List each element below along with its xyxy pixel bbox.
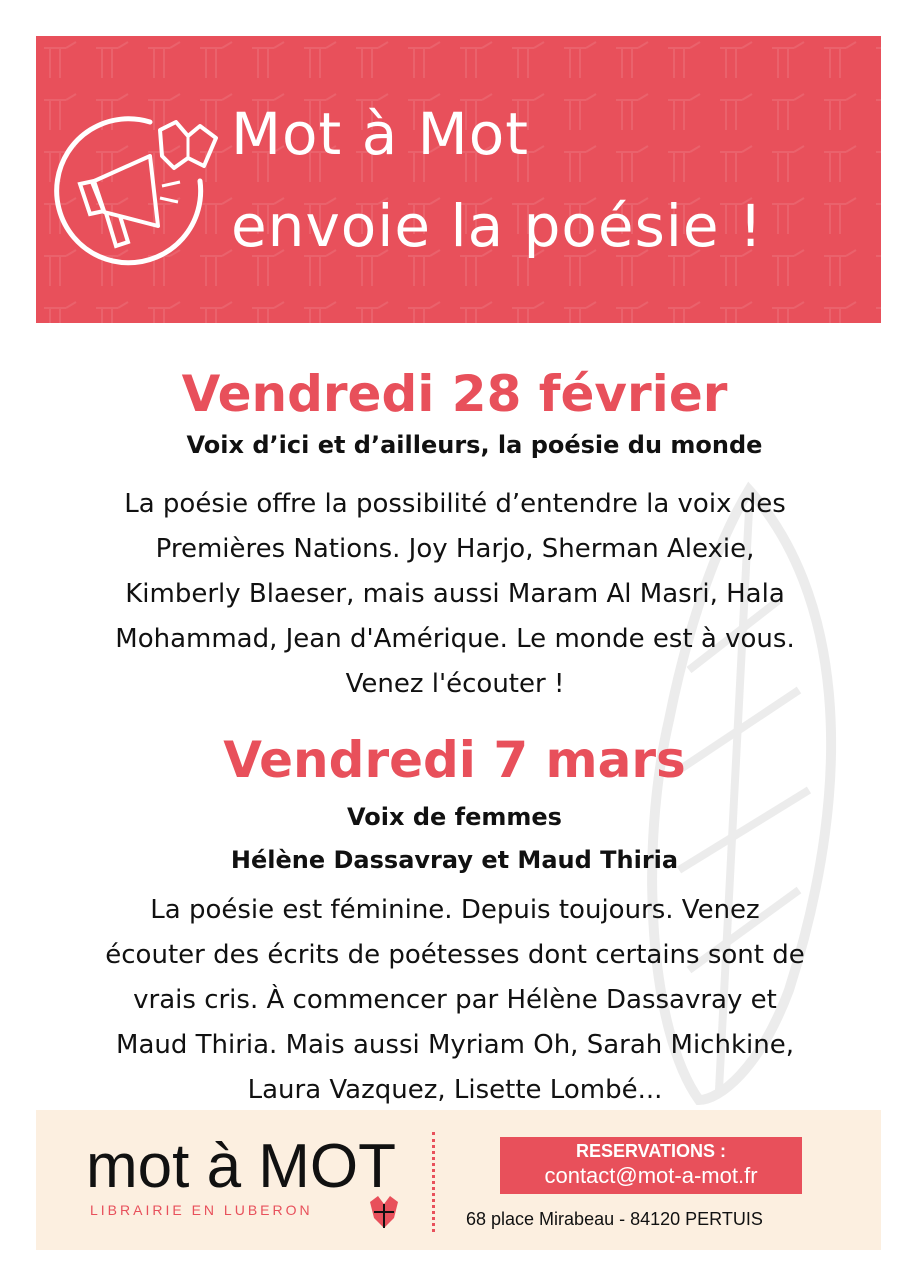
banner-title xyxy=(231,88,871,272)
event-description-line: Laura Vazquez, Lisette Lombé... xyxy=(247,1075,663,1105)
reservation-title: RESERVATIONS : xyxy=(575,1141,727,1161)
event-description xyxy=(40,482,870,707)
megaphone-book-icon xyxy=(50,86,220,286)
feather-logo-icon xyxy=(366,1192,402,1232)
header-banner xyxy=(36,36,881,323)
footer xyxy=(36,1110,881,1250)
bookstore-logo-text: mot à MOT xyxy=(86,1132,397,1201)
banner-title-line2: envoie la poésie ! xyxy=(231,192,764,260)
event-description-line: La poésie est féminine. Depuis toujours. Venez xyxy=(150,895,760,925)
event-subtitle: Voix de femmes xyxy=(347,803,562,831)
event-date-28-fevrier: Vendredi 28 février xyxy=(181,365,728,423)
event-subtitle-authors: Hélène Dassavray et Maud Thiria xyxy=(230,846,679,874)
event-description xyxy=(40,888,870,1113)
event-description-line: Maud Thiria. Mais aussi Myriam Oh, Sarah Michkine, xyxy=(116,1030,794,1060)
event-description-line: Venez l'écouter ! xyxy=(345,669,565,699)
event-description-line: écouter des écrits de poétesses dont certains sont de xyxy=(105,940,805,970)
event-description-line: Premières Nations. Joy Harjo, Sherman Alexie, xyxy=(155,534,755,564)
event-date-7-mars: Vendredi 7 mars xyxy=(223,731,686,789)
event-description-line: vrais cris. À commencer par Hélène Dassavray et xyxy=(133,985,777,1015)
event-subtitle: Voix d’ici et d’ailleurs, la poésie du monde xyxy=(186,431,763,459)
footer-divider xyxy=(432,1132,435,1232)
event-description-line: Kimberly Blaeser, mais aussi Maram Al Masri, Hala xyxy=(125,579,785,609)
store-address: 68 place Mirabeau - 84120 PERTUIS xyxy=(466,1209,763,1229)
reservation-email-link[interactable]: contact@mot-a-mot.fr xyxy=(544,1163,758,1188)
bookstore-logo-subtitle: LIBRAIRIE EN LUBERON xyxy=(90,1202,313,1218)
banner-title-line1: Mot à Mot xyxy=(231,100,529,168)
event-description-line: La poésie offre la possibilité d’entendre la voix des xyxy=(124,489,786,519)
reservation-box xyxy=(500,1137,802,1194)
event-description-line: Mohammad, Jean d'Amérique. Le monde est à vous. xyxy=(115,624,795,654)
